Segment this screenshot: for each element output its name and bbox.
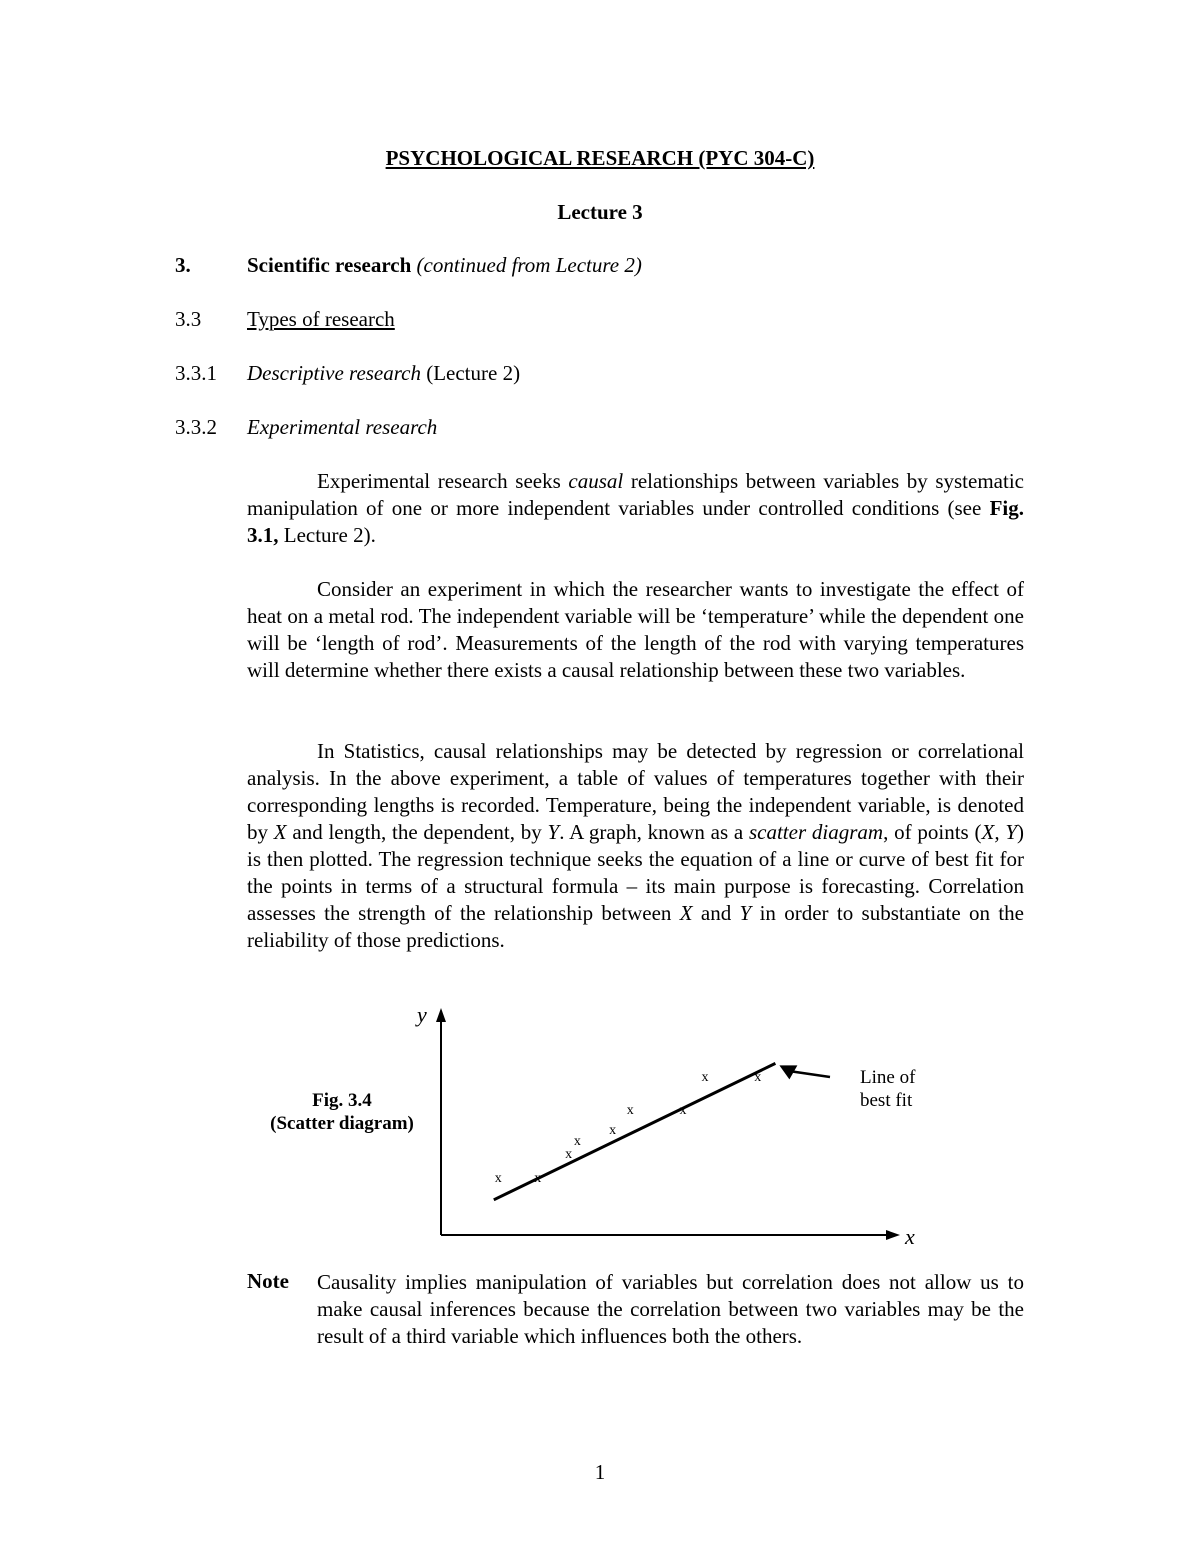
- best-fit-label-line-2: best fit: [860, 1090, 913, 1111]
- p3-text-e: . A graph, known as a: [559, 820, 749, 844]
- p1-fig-ref: Fig. 3.1,: [247, 496, 1024, 547]
- p3-text-g: , of points (: [883, 820, 982, 844]
- p3-text-c: and length, the dependent, by: [286, 820, 548, 844]
- p1-text-e: Lecture 2).: [278, 523, 376, 547]
- p3-text-i: ) is then plotted. The regression technique seeks the equation of a line or curve of best fit for the points in terms of a structural formula – its main purpose is forecasting. Correlation assesses the strength of the relationship between: [247, 820, 1025, 925]
- section-3-3-2-number: 3.3.2: [175, 415, 217, 439]
- p3-var-y: Y: [547, 820, 560, 844]
- best-fit-label-line-1: Line of: [860, 1067, 916, 1088]
- p1-text-causal: causal: [568, 469, 624, 493]
- y-axis-arrow: [436, 1008, 446, 1022]
- paragraph-2: Consider an experiment in which the researcher wants to investigate the effect of heat on a metal rod. The independent variable will be ‘temperature’ while the dependent one will be ‘length of rod’. Measurements of the length of the rod with varying temperatures will determine whether there exists a causal relationship between these two variables.: [247, 577, 1024, 682]
- data-point-4: x: [573, 1133, 581, 1149]
- p3-text-k: and: [692, 901, 740, 925]
- data-point-8: x: [701, 1070, 709, 1085]
- p3-var-x-2: X: [679, 901, 693, 925]
- data-point-2: x: [534, 1171, 542, 1187]
- section-3-title: Scientific research: [247, 253, 412, 277]
- x-axis-arrow: [886, 1230, 900, 1240]
- section-3-number: 3.: [175, 253, 191, 277]
- data-point-1: x: [494, 1171, 502, 1187]
- p1-text-a: Experimental research seeks: [317, 469, 569, 493]
- data-point-3: x: [565, 1147, 573, 1162]
- section-3-3-title: Types of research: [247, 307, 395, 331]
- note-label: Note: [247, 1269, 289, 1293]
- figure-subtitle: (Scatter diagram): [270, 1113, 414, 1134]
- p3-var-y-2: Y: [739, 901, 752, 925]
- section-3-3-1-title: Descriptive research: [247, 361, 421, 385]
- lecture-title: Lecture 3: [557, 200, 643, 224]
- course-title: PSYCHOLOGICAL RESEARCH (PYC 304-C): [385, 146, 815, 170]
- data-point-5: x: [609, 1122, 617, 1138]
- best-fit-annotation-arrow-line: [791, 1071, 830, 1077]
- y-axis-label: y: [417, 1002, 427, 1027]
- section-3-3-number: 3.3: [175, 307, 202, 331]
- figure-label: Fig. 3.4: [312, 1090, 372, 1111]
- p1-text-c: relationships between variables by systematic manipulation of one or more independent variables under controlled conditions (see: [247, 469, 1024, 520]
- data-point-7: x: [679, 1103, 687, 1118]
- data-point-9: x: [754, 1070, 762, 1085]
- p3-scatter-diagram: scatter diagram: [748, 820, 884, 844]
- p3-text-m: in order to substantiate on the reliability of those predictions.: [247, 901, 1025, 952]
- p3-var-x: X: [273, 820, 287, 844]
- data-point-6: x: [626, 1103, 634, 1118]
- section-3-note: (continued from Lecture 2): [416, 253, 642, 277]
- section-3-3-1-suffix: (Lecture 2): [426, 361, 521, 385]
- note-text: Causality implies manipulation of variables but correlation does not allow us to make causal inferences because the correlation between two variables may be the result of a third variable which influences both the others.: [317, 1270, 1024, 1348]
- section-3-3-2-title: Experimental research: [247, 415, 438, 439]
- section-3-3-1-number: 3.3.1: [175, 361, 217, 385]
- x-axis-label: x: [905, 1224, 915, 1249]
- p3-point-xy: X, Y: [981, 820, 1018, 844]
- page-number: 1: [594, 1460, 606, 1484]
- p3-text-a: In Statistics, causal relationships may be detected by regression or correlational analysis. In the above experiment, a table of values of temperatures together with their corresponding lengths is recorded. Temperature, being the independent variable, is denoted by: [247, 739, 1024, 844]
